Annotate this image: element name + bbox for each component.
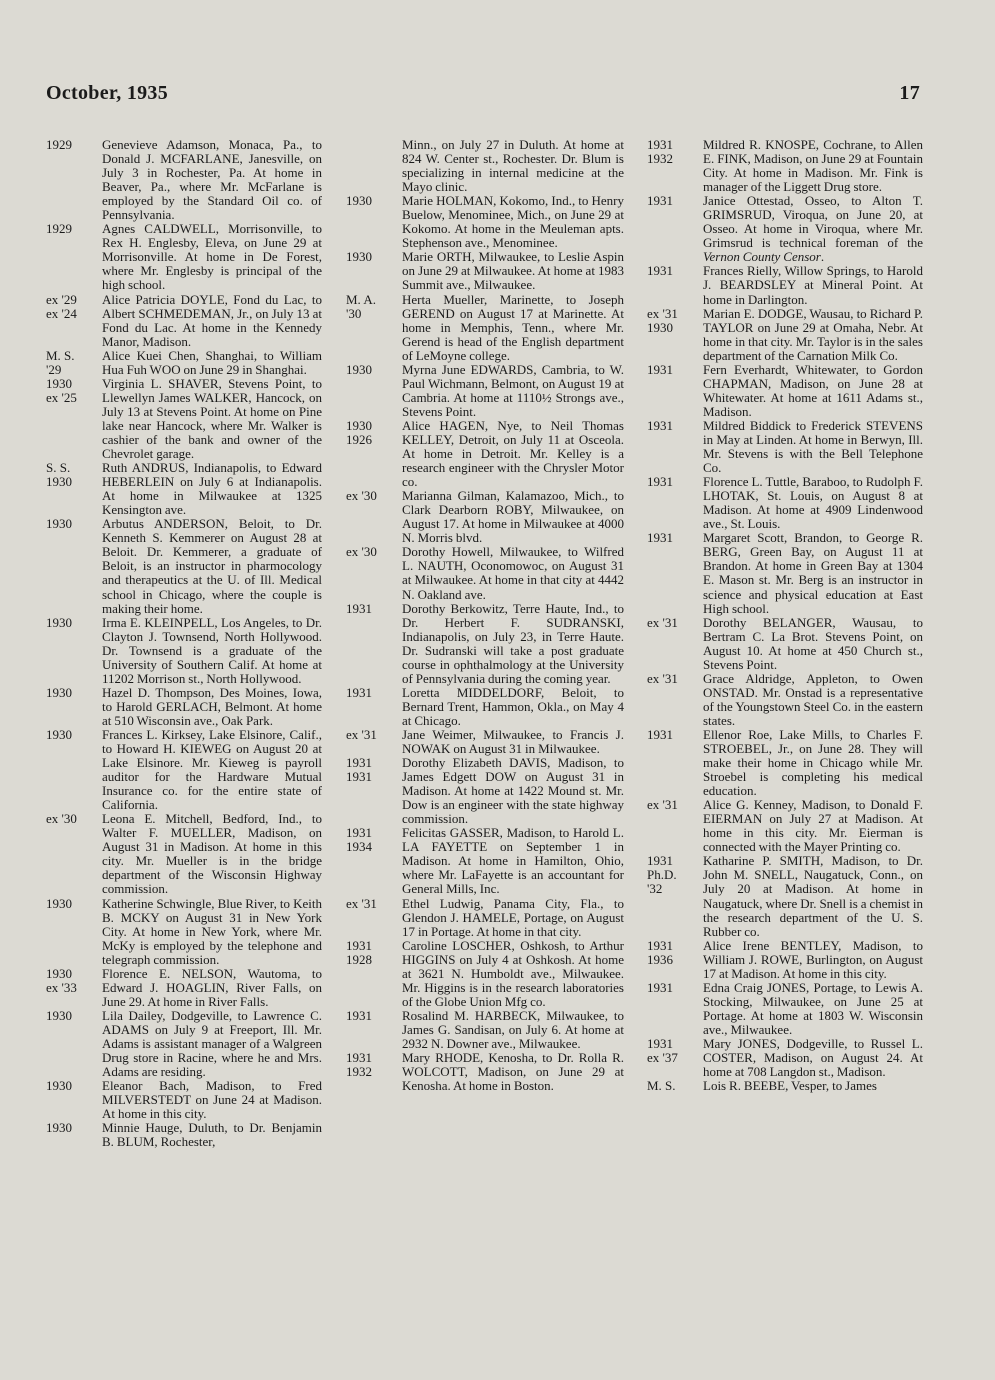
announcement-body: Alice Irene BENTLEY, Madison, to William J. ROWE, Burlington, on August 17 at Madison. At home in this city. bbox=[703, 937, 923, 981]
class-year-line: 1931 bbox=[346, 755, 372, 771]
announcement-text bbox=[703, 798, 923, 854]
announcement-entry bbox=[346, 826, 624, 896]
class-year bbox=[46, 517, 98, 531]
announcement-body: Irma E. KLEINPELL, Los Angeles, to Dr. Clayton J. Townsend, North Hollywood. Dr. Townsend is a graduate of the University of Southern Calif. At home at 11202 Morrison st., North Hollywood. bbox=[102, 614, 322, 686]
class-year bbox=[46, 222, 98, 236]
announcement-entry bbox=[647, 1079, 923, 1093]
page-number: 17 bbox=[899, 82, 920, 104]
announcement-text bbox=[703, 1037, 923, 1079]
announcement-body: Caroline LOSCHER, Oshkosh, to Arthur HIGGINS on July 4 at Oshkosh. At home at 3621 N. Humboldt ave., Milwaukee. Mr. Higgins is in the research laboratories of the Globe Union Mfg co. bbox=[402, 937, 624, 1009]
announcement-entry bbox=[346, 138, 624, 194]
class-year bbox=[647, 264, 699, 278]
announcement-entry bbox=[46, 349, 322, 377]
class-year bbox=[346, 419, 398, 447]
announcement-body: Edna Craig JONES, Portage, to Lewis A. Stocking, Milwaukee, on June 25 at Portage. At home at 1803 W. Wisconsin ave., Milwaukee. bbox=[703, 979, 923, 1037]
class-year-line: '32 bbox=[647, 881, 663, 897]
announcement-body: Loretta MIDDELDORF, Beloit, to Bernard Trent, Hammon, Okla., on May 4 at Chicago. bbox=[402, 684, 624, 728]
issue-date: October, 1935 bbox=[46, 82, 169, 104]
announcement-text bbox=[402, 728, 624, 756]
announcement-entry bbox=[647, 854, 923, 938]
class-year-line: 1931 bbox=[346, 825, 372, 841]
class-year bbox=[46, 461, 98, 489]
class-year-line: 1931 bbox=[346, 1007, 372, 1023]
class-year-line: 1930 bbox=[46, 726, 72, 742]
announcement-body: Marianna Gilman, Kalamazoo, Mich., to Clark Dearborn ROBY, Milwaukee, on August 17. At home in Milwaukee at 4000 N. Morris blvd. bbox=[402, 488, 624, 546]
announcement-body: Alice Kuei Chen, Shanghai, to William Hua Fuh WOO on June 29 in Shanghai. bbox=[102, 347, 322, 377]
class-year bbox=[346, 293, 398, 321]
announcement-text bbox=[102, 377, 322, 461]
announcement-text bbox=[402, 194, 624, 250]
class-year-line: 1931 bbox=[346, 1050, 372, 1066]
announcement-text bbox=[102, 1121, 322, 1149]
announcement-body: Ellenor Roe, Lake Mills, to Charles F. STROEBEL, Jr., on June 28. They will make their home in Chicago while Mr. Stroebel is completing his medical education. bbox=[703, 726, 923, 799]
announcement-text bbox=[402, 1009, 624, 1051]
announcement-entry bbox=[647, 264, 923, 306]
class-year-line: ex '29 bbox=[46, 291, 77, 307]
page-header bbox=[46, 82, 920, 112]
announcement-body: Myrna June EDWARDS, Cambria, to W. Paul Wichmann, Belmont, on August 19 at Cambria. At home at 1110½ Strongs ave., Stevens Point. bbox=[402, 361, 624, 419]
announcement-entry bbox=[46, 1009, 322, 1079]
class-year-line: 1931 bbox=[647, 726, 673, 742]
announcement-text bbox=[402, 293, 624, 363]
column-1 bbox=[46, 138, 322, 1149]
class-year bbox=[346, 897, 398, 911]
class-year-line: 1931 bbox=[647, 361, 673, 377]
announcement-body: Rosalind M. HARBECK, Milwaukee, to James G. Sandisan, on July 6. At home at 2932 N. Downer ave., Milwaukee. bbox=[402, 1007, 624, 1051]
announcement-body: Katharine P. SMITH, Madison, to Dr. John M. SNELL, Naugatuck, Conn., on July 20 at Madison. At home in Naugatuck, where Dr. Snell is a chemist in the research department of the U. S. Rubber co. bbox=[703, 853, 923, 939]
class-year-line: M. A. bbox=[346, 291, 376, 307]
announcement-text bbox=[402, 939, 624, 1009]
column-2 bbox=[346, 138, 624, 1093]
class-year-line: Ph.D. bbox=[647, 867, 677, 883]
announcement-body: Marie HOLMAN, Kokomo, Ind., to Henry Buelow, Menominee, Mich., on June 29 at Kokomo. At home in the Meuleman apts. Stephenson ave., Menominee. bbox=[402, 193, 624, 251]
class-year-line: 1931 bbox=[647, 417, 673, 433]
class-year bbox=[46, 1079, 98, 1093]
announcement-text bbox=[102, 1079, 322, 1121]
announcement-text bbox=[402, 545, 624, 601]
announcement-body: Mary JONES, Dodgeville, to Russel L. COSTER, Madison, on August 24. At home at 708 Langdon st., Madison. bbox=[703, 1036, 923, 1080]
class-year-line: 1931 bbox=[346, 937, 372, 953]
announcement-text bbox=[402, 826, 624, 896]
class-year-line: 1930 bbox=[346, 193, 372, 209]
announcement-entry bbox=[647, 307, 923, 363]
announcement-entry bbox=[346, 363, 624, 419]
class-year-line: 1931 bbox=[647, 474, 673, 490]
announcement-body: Hazel D. Thompson, Des Moines, Iowa, to Harold GERLACH, Belmont. At home at 510 Wisconsin ave., Oak Park. bbox=[102, 684, 322, 728]
class-year-line: ex '31 bbox=[346, 726, 377, 742]
announcement-entry bbox=[46, 1121, 322, 1149]
announcement-entry bbox=[647, 138, 923, 194]
class-year-line: 1936 bbox=[647, 951, 673, 967]
announcement-entry bbox=[647, 981, 923, 1037]
class-year-line: 1930 bbox=[46, 375, 72, 391]
announcement-body: Felicitas GASSER, Madison, to Harold L. LA FAYETTE on September 1 in Madison. At home in Hamilton, Ohio, where Mr. LaFayette is an accountant for General Mills, Inc. bbox=[402, 825, 624, 897]
announcement-body: Dorothy Elizabeth DAVIS, Madison, to James Edgett DOW on August 31 in Madison. At home at 1422 Mound st. Mr. Dow is an engineer with the state highway commission. bbox=[402, 755, 624, 827]
announcement-entry bbox=[46, 728, 322, 812]
announcement-text bbox=[703, 138, 923, 194]
announcement-body: Alice Patricia DOYLE, Fond du Lac, to Albert SCHMEDEMAN, Jr., on July 13 at Fond du Lac. At home in the Kennedy Manor, Madison. bbox=[102, 291, 322, 349]
announcement-body: Katherine Schwingle, Blue River, to Keith B. MCKY on August 31 in New York City. At home in New York, where Mr. McKy is employed by the telephone and telegraph commission. bbox=[102, 895, 322, 967]
class-year bbox=[46, 293, 98, 321]
announcement-entry bbox=[46, 686, 322, 728]
class-year-line: 1930 bbox=[46, 1007, 72, 1023]
class-year bbox=[647, 307, 699, 335]
announcement-body: Mary RHODE, Kenosha, to Dr. Rolla R. WOLCOTT, Madison, on June 29 at Kenosha. At home in Boston. bbox=[402, 1050, 624, 1094]
announcement-body: Leona E. Mitchell, Bedford, Ind., to Walter F. MUELLER, Madison, on August 31 in Madison. At home in this city. Mr. Mueller is in the bridge department of the Wisconsin Highway commission. bbox=[102, 811, 322, 897]
class-year bbox=[46, 1009, 98, 1023]
announcement-text bbox=[703, 475, 923, 531]
announcement-entry bbox=[346, 602, 624, 686]
announcement-body: Marie ORTH, Milwaukee, to Leslie Aspin on June 29 at Milwaukee. At home at 1983 Summit ave., Milwaukee. bbox=[402, 249, 624, 293]
class-year bbox=[647, 419, 699, 433]
announcement-text bbox=[402, 897, 624, 939]
class-year bbox=[647, 1037, 699, 1065]
class-year bbox=[346, 728, 398, 742]
announcement-entry bbox=[346, 489, 624, 545]
announcement-entry bbox=[346, 686, 624, 728]
class-year bbox=[647, 616, 699, 630]
announcement-entry bbox=[46, 377, 322, 461]
class-year bbox=[346, 250, 398, 264]
class-year bbox=[647, 138, 699, 166]
announcement-entry bbox=[346, 293, 624, 363]
announcement-body: Ethel Ludwig, Panama City, Fla., to Glendon J. HAMELE, Portage, on August 17 in Portage. At home in that city. bbox=[402, 895, 624, 939]
class-year-line: '30 bbox=[346, 305, 362, 321]
class-year bbox=[46, 138, 98, 152]
class-year bbox=[346, 756, 398, 784]
announcement-text bbox=[402, 756, 624, 826]
announcement-entry bbox=[647, 939, 923, 981]
announcement-body: Lois R. BEEBE, Vesper, to James bbox=[703, 1078, 877, 1094]
announcement-body: Janice Ottestad, Osseo, to Alton T. GRIMSRUD, Viroqua, on June 20, at Osseo. At home in Viroqua, where Mr. Grimsrud is technical foreman of the bbox=[703, 193, 923, 251]
class-year-line: 1931 bbox=[346, 684, 372, 700]
class-year bbox=[46, 812, 98, 826]
class-year bbox=[647, 531, 699, 545]
announcement-entry bbox=[346, 194, 624, 250]
announcement-entry bbox=[647, 672, 923, 728]
announcement-body: Herta Mueller, Marinette, to Joseph GEREND on August 17 at Marinette. At home in Memphis, Tenn., where Mr. Gerend is head of the English department of LeMoyne college. bbox=[402, 291, 624, 363]
announcement-entry bbox=[346, 897, 624, 939]
announcement-body: Arbutus ANDERSON, Beloit, to Dr. Kenneth S. Kemmerer on August 28 at Beloit. Dr. Kemmerer, a graduate of Beloit, is an instructor in pharmocology and therapeutics at the U. of Ill. Medical school in Chicago, where the couple is making their home. bbox=[102, 516, 322, 616]
announcement-entry bbox=[647, 531, 923, 615]
announcement-text bbox=[102, 897, 322, 967]
announcement-entry bbox=[346, 1009, 624, 1051]
announcement-text bbox=[703, 307, 923, 363]
announcement-body: Mildred Biddick to Frederick STEVENS in May at Linden. At home in Berwyn, Ill. Mr. Stevens is with the Bell Telephone Co. bbox=[703, 417, 923, 476]
class-year-line: 1931 bbox=[647, 193, 673, 209]
announcement-text bbox=[703, 672, 923, 728]
class-year-line: 1931 bbox=[346, 769, 372, 785]
announcement-body: Dorothy Howell, Milwaukee, to Wilfred L. NAUTH, Oconomowoc, on August 31 at Milwaukee. At home in that city at 4442 N. Oakland ave. bbox=[402, 544, 624, 602]
class-year bbox=[346, 363, 398, 377]
class-year-line: 1930 bbox=[46, 614, 72, 630]
class-year bbox=[46, 897, 98, 911]
announcement-text bbox=[102, 1009, 322, 1079]
class-year-line: 1930 bbox=[346, 417, 372, 433]
announcement-body: Minn., on July 27 in Duluth. At home at 824 W. Center st., Rochester. Dr. Blum is specializing in internal medicine at the Mayo clinic. bbox=[402, 137, 624, 195]
class-year-line: 1930 bbox=[46, 1120, 72, 1136]
announcement-entry bbox=[46, 967, 322, 1009]
class-year bbox=[647, 363, 699, 377]
announcement-entry bbox=[346, 939, 624, 1009]
announcement-entry bbox=[46, 616, 322, 686]
announcement-text bbox=[703, 419, 923, 475]
class-year-line: 1926 bbox=[346, 431, 372, 447]
announcement-body: Fern Everhardt, Whitewater, to Gordon CHAPMAN, Madison, on June 28 at Whitewater. At home at 1611 Adams st., Madison. bbox=[703, 361, 923, 419]
class-year bbox=[346, 686, 398, 700]
newspaper-title: Vernon County Censor bbox=[703, 249, 821, 265]
announcement-entry bbox=[46, 897, 322, 967]
class-year-line: ex '30 bbox=[346, 488, 377, 504]
announcement-text bbox=[402, 1051, 624, 1093]
announcement-entry bbox=[647, 194, 923, 264]
announcement-entry bbox=[46, 222, 322, 292]
announcement-text bbox=[703, 616, 923, 672]
class-year bbox=[346, 1051, 398, 1079]
announcement-body: Florence L. Tuttle, Baraboo, to Rudolph F. LHOTAK, St. Louis, on August 8 at Madison. At home at 4909 Lindenwood ave., St. Louis. bbox=[703, 474, 923, 532]
announcement-entry bbox=[46, 138, 322, 222]
class-year-line: M. S. bbox=[46, 347, 75, 363]
announcement-body: Dorothy BELANGER, Wausau, to Bertram C. La Brot. Stevens Point, on August 10. At home at 450 Church st., Stevens Point. bbox=[703, 614, 923, 672]
class-year-line: ex '31 bbox=[647, 614, 678, 630]
class-year bbox=[346, 194, 398, 208]
announcement-text bbox=[402, 250, 624, 292]
class-year-line: 1931 bbox=[346, 600, 372, 616]
announcement-entry bbox=[647, 419, 923, 475]
class-year-line: 1932 bbox=[647, 151, 673, 167]
class-year-line: 1931 bbox=[647, 853, 673, 869]
announcement-text bbox=[703, 728, 923, 798]
announcement-body: Mildred R. KNOSPE, Cochrane, to Allen E. FINK, Madison, on June 29 at Fountain City. At home in Madison. Mr. Fink is manager of the Liggett Drug store. bbox=[703, 137, 923, 195]
class-year-line: 1928 bbox=[346, 951, 372, 967]
announcement-text bbox=[102, 686, 322, 728]
class-year-line: 1931 bbox=[647, 530, 673, 546]
class-year bbox=[647, 1079, 699, 1093]
announcement-text bbox=[402, 686, 624, 728]
class-year bbox=[647, 194, 699, 208]
class-year bbox=[346, 489, 398, 503]
announcement-entry bbox=[346, 728, 624, 756]
announcement-text bbox=[102, 222, 322, 292]
class-year-line: ex '30 bbox=[346, 544, 377, 560]
announcement-entry bbox=[346, 545, 624, 601]
announcement-text bbox=[402, 363, 624, 419]
class-year bbox=[346, 1009, 398, 1023]
class-year-line: 1929 bbox=[46, 221, 72, 237]
class-year bbox=[647, 475, 699, 489]
class-year-line: ex '31 bbox=[647, 305, 678, 321]
class-year-line: ex '30 bbox=[46, 811, 77, 827]
class-year-line: 1931 bbox=[647, 137, 673, 152]
class-year bbox=[346, 602, 398, 616]
class-year bbox=[46, 686, 98, 700]
announcement-body: Dorothy Berkowitz, Terre Haute, Ind., to Dr. Herbert F. SUDRANSKI, Indianapolis, on July 23, in Terre Haute. Dr. Sudranski will take a post graduate course in ophthalmology at the University of Pennsylvania during the coming year. bbox=[402, 600, 624, 686]
announcement-entry bbox=[346, 419, 624, 489]
class-year-line: 1931 bbox=[647, 263, 673, 279]
announcement-tail: . bbox=[820, 249, 825, 265]
announcement-text bbox=[102, 812, 322, 896]
class-year bbox=[647, 672, 699, 686]
announcement-text bbox=[703, 981, 923, 1037]
announcement-body: Alice G. Kenney, Madison, to Donald F. EIERMAN on July 27 at Madison. At home in this city. Mr. Eierman is connected with the Mayer Printing co. bbox=[703, 797, 923, 855]
announcement-text bbox=[102, 349, 322, 377]
announcement-body: Florence E. NELSON, Wautoma, to Edward J. HOAGLIN, River Falls, on June 29. At home in River Falls. bbox=[102, 965, 322, 1009]
class-year-line: 1932 bbox=[346, 1064, 372, 1080]
announcement-text bbox=[703, 939, 923, 981]
announcement-text bbox=[703, 1079, 923, 1093]
announcement-body: Genevieve Adamson, Monaca, Pa., to Donald J. MCFARLANE, Janesville, on July 3 in Rochester, Pa. At home in Beaver, Pa., where Mr. McFarlane is employed by the Standard Oil co. of Pennsylvania. bbox=[102, 137, 322, 223]
announcement-body: Minnie Hauge, Duluth, to Dr. Benjamin B. BLUM, Rochester, bbox=[102, 1120, 322, 1150]
announcement-text bbox=[703, 264, 923, 306]
announcement-entry bbox=[46, 517, 322, 615]
announcement-entry bbox=[46, 1079, 322, 1121]
announcement-entry bbox=[46, 812, 322, 896]
announcement-entry bbox=[647, 475, 923, 531]
class-year-line: 1930 bbox=[647, 319, 673, 335]
class-year bbox=[46, 616, 98, 630]
announcement-body: Eleanor Bach, Madison, to Fred MILVERSTEDT on June 24 at Madison. At home in this city. bbox=[102, 1078, 322, 1122]
announcement-text bbox=[402, 138, 624, 194]
class-year bbox=[46, 377, 98, 405]
class-year-line: ex '25 bbox=[46, 389, 77, 405]
announcement-text bbox=[703, 854, 923, 938]
class-year-line: 1930 bbox=[46, 1078, 72, 1094]
class-year-line: S. S. bbox=[46, 460, 71, 476]
announcement-entry bbox=[346, 250, 624, 292]
announcement-text bbox=[402, 419, 624, 489]
class-year-line: 1929 bbox=[46, 137, 72, 152]
class-year-line: 1934 bbox=[346, 839, 372, 855]
announcement-entry bbox=[647, 616, 923, 672]
class-year bbox=[46, 967, 98, 995]
class-year-line: '29 bbox=[46, 361, 62, 377]
class-year bbox=[647, 939, 699, 967]
announcement-body: Jane Weimer, Milwaukee, to Francis J. NOWAK on August 31 in Milwaukee. bbox=[402, 726, 624, 757]
announcement-body: Grace Aldridge, Appleton, to Owen ONSTAD. Mr. Onstad is a representative of the Youngstown Steel Co. in the eastern states. bbox=[703, 670, 923, 728]
class-year-line: 1930 bbox=[346, 361, 372, 377]
class-year-line: 1931 bbox=[647, 1036, 673, 1051]
announcement-text bbox=[102, 517, 322, 615]
announcement-entry bbox=[647, 798, 923, 854]
announcement-text bbox=[102, 293, 322, 349]
announcement-body: Frances L. Kirksey, Lake Elsinore, Calif., to Howard H. KIEWEG on August 20 at Lake Elsinore. Mr. Kieweg is payroll auditor for the Hardware Mutual Insurance co. for the entire state of California. bbox=[102, 726, 322, 813]
announcement-body: Alice HAGEN, Nye, to Neil Thomas KELLEY, Detroit, on July 11 at Osceola. At home in Detroit. Mr. Kelley is a research engineer with the Chrysler Motor co. bbox=[402, 417, 624, 490]
announcement-text bbox=[102, 616, 322, 686]
class-year-line: ex '33 bbox=[46, 979, 77, 995]
class-year-line: 1930 bbox=[46, 474, 72, 490]
class-year-line: 1930 bbox=[46, 516, 72, 532]
announcement-body: Ruth ANDRUS, Indianapolis, to Edward HEBERLEIN on July 6 at Indianapolis. At home in Milwaukee at 1325 Kensington ave. bbox=[102, 460, 322, 518]
class-year bbox=[647, 728, 699, 742]
class-year bbox=[46, 1121, 98, 1135]
class-year-line: M. S. bbox=[647, 1078, 676, 1094]
announcement-entry bbox=[647, 1037, 923, 1079]
class-year bbox=[346, 545, 398, 559]
class-year-line: 1931 bbox=[647, 979, 673, 995]
announcement-body: Marian E. DODGE, Wausau, to Richard P. TAYLOR on June 29 at Omaha, Nebr. At home in that city. Mr. Taylor is in the sales department of the Carnation Milk Co. bbox=[703, 305, 923, 363]
announcement-body: Agnes CALDWELL, Morrisonville, to Rex H. Englesby, Eleva, on June 29 at Morrisonville. At home in De Forest, where Mr. Englesby is principal of the high school. bbox=[102, 221, 322, 293]
announcement-entry bbox=[346, 1051, 624, 1093]
announcement-text bbox=[402, 489, 624, 545]
announcement-entry bbox=[647, 728, 923, 798]
announcement-text bbox=[703, 531, 923, 615]
announcement-text bbox=[402, 602, 624, 686]
class-year bbox=[46, 728, 98, 742]
announcement-text bbox=[102, 728, 322, 812]
class-year-line: 1931 bbox=[647, 937, 673, 953]
announcement-text bbox=[102, 967, 322, 1009]
class-year bbox=[346, 826, 398, 854]
announcement-entry bbox=[346, 756, 624, 826]
announcement-entry bbox=[647, 363, 923, 419]
class-year-line: ex '31 bbox=[647, 670, 678, 686]
announcement-entry bbox=[46, 293, 322, 349]
announcement-text bbox=[102, 461, 322, 517]
class-year bbox=[647, 981, 699, 995]
class-year-line: 1930 bbox=[46, 895, 72, 911]
announcement-entry bbox=[46, 461, 322, 517]
announcement-body: Frances Rielly, Willow Springs, to Harold J. BEARDSLEY at Mineral Point. At home in Darlington. bbox=[703, 263, 923, 307]
announcement-body: Lila Dailey, Dodgeville, to Lawrence C. ADAMS on July 9 at Freeport, Ill. Mr. Adams is assistant manager of a Walgreen Drug store in Racine, where he and Mrs. Adams are residing. bbox=[102, 1007, 322, 1080]
class-year-line: 1930 bbox=[346, 249, 372, 265]
class-year-line: 1930 bbox=[46, 684, 72, 700]
class-year-line: ex '24 bbox=[46, 305, 77, 321]
column-3 bbox=[647, 138, 923, 1093]
class-year bbox=[647, 798, 699, 812]
class-year bbox=[46, 349, 98, 377]
announcement-body: Virginia L. SHAVER, Stevens Point, to Llewellyn James WALKER, Hancock, on July 13 at Stevens Point. At home on Pine lake near Hancock, where Mr. Walker is cashier of the bank and owner of the Chevrolet garage. bbox=[102, 375, 322, 462]
class-year-line: 1930 bbox=[46, 965, 72, 981]
class-year bbox=[647, 854, 699, 896]
announcement-body: Margaret Scott, Brandon, to George R. BERG, Green Bay, on August 11 at Brandon. At home in Green Bay at 1304 E. Mason st. Mr. Berg is an instructor in science and physical education at East High school. bbox=[703, 530, 923, 616]
announcement-text bbox=[703, 194, 923, 264]
class-year bbox=[346, 939, 398, 967]
class-year-line: ex '31 bbox=[346, 895, 377, 911]
announcement-text bbox=[102, 138, 322, 222]
class-year-line: ex '37 bbox=[647, 1050, 678, 1066]
class-year-line: ex '31 bbox=[647, 797, 678, 813]
announcement-text bbox=[703, 363, 923, 419]
